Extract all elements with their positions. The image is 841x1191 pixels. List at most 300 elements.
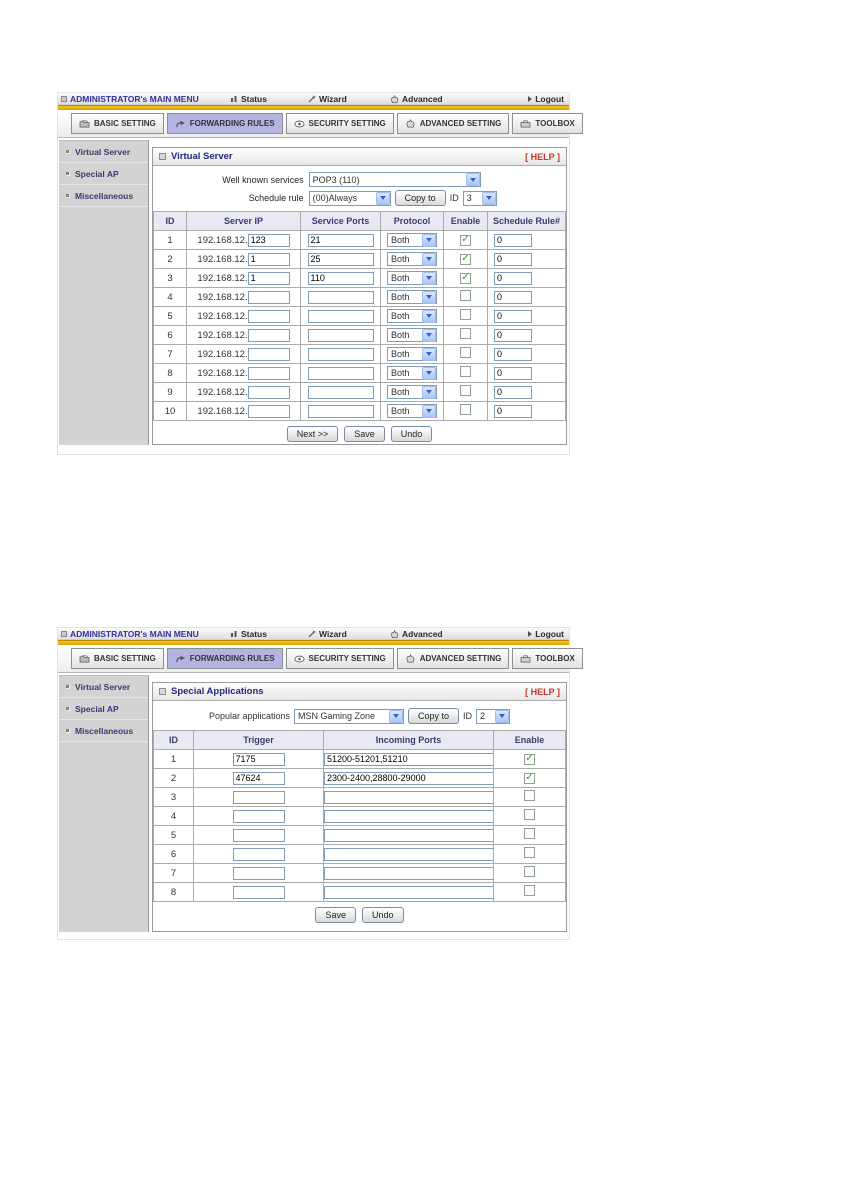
service-ports-cell <box>301 307 381 326</box>
advanced-icon <box>390 95 399 103</box>
special-ap-form <box>153 701 566 730</box>
panel-square-icon <box>159 688 166 695</box>
virtual-server-panel <box>152 147 567 445</box>
enable-cell <box>494 883 566 902</box>
server-ip-cell <box>187 326 301 345</box>
menu-item-label: Advanced <box>402 629 443 639</box>
enable-checkbox[interactable] <box>460 347 471 358</box>
incoming-ports-input[interactable] <box>324 772 494 785</box>
incoming-ports-input[interactable] <box>324 867 494 880</box>
tab-label: FORWARDING RULES <box>189 119 275 128</box>
incoming-ports-input[interactable] <box>324 886 494 899</box>
protocol-cell <box>381 288 444 307</box>
virtual-server-screenshot <box>57 92 575 455</box>
dropdown-arrow-icon <box>482 192 496 205</box>
row-id-cell: 4 <box>154 288 187 307</box>
advanced-icon <box>390 630 399 638</box>
server-ip-cell <box>187 383 301 402</box>
incoming-ports-input[interactable] <box>324 848 494 861</box>
advanced-setting-icon <box>405 654 416 663</box>
row-id-cell: 10 <box>154 402 187 421</box>
protocol-select[interactable] <box>387 252 437 266</box>
dropdown-arrow-icon <box>495 710 509 723</box>
main-menu-title-text: ADMINISTRATOR's MAIN MENU <box>70 94 199 104</box>
service-ports-cell <box>301 402 381 421</box>
protocol-cell <box>381 231 444 250</box>
enable-checkbox[interactable]: ✓ <box>525 772 534 784</box>
menu-item-advanced[interactable] <box>390 93 443 105</box>
trigger-input[interactable] <box>233 791 285 804</box>
protocol-value: Both <box>391 254 410 264</box>
dropdown-arrow-icon <box>422 386 436 399</box>
enable-checkbox[interactable] <box>460 328 471 339</box>
enable-checkbox[interactable] <box>524 828 535 839</box>
menu-item-wizard[interactable] <box>308 93 347 105</box>
well-known-services-label: Well known services <box>222 174 304 185</box>
undo-button[interactable]: Undo <box>362 907 404 923</box>
header-enable: Enable <box>494 731 566 750</box>
enable-checkbox[interactable]: ✓ <box>461 234 470 246</box>
basic-setting-icon <box>79 654 90 663</box>
header-id: ID <box>154 731 194 750</box>
schedule-rule-input[interactable] <box>494 348 532 361</box>
tab-basic-setting[interactable] <box>71 648 164 669</box>
table-row <box>154 269 566 288</box>
incoming-ports-input[interactable] <box>324 753 494 766</box>
tab-label: TOOLBOX <box>535 119 575 128</box>
server-ip-cell <box>187 402 301 421</box>
enable-cell <box>444 307 488 326</box>
id-label: ID <box>449 193 459 203</box>
sidebar-item-label: Special AP <box>75 168 119 179</box>
header-protocol: Protocol <box>381 212 444 231</box>
enable-checkbox[interactable] <box>460 404 471 415</box>
dropdown-arrow-icon <box>422 329 436 342</box>
tab-label: ADVANCED SETTING <box>419 119 502 128</box>
button-row <box>153 902 566 928</box>
service-ports-cell <box>301 231 381 250</box>
server-ip-input[interactable] <box>248 310 290 323</box>
enable-checkbox[interactable]: ✓ <box>461 253 470 265</box>
menu-item-status[interactable] <box>230 628 267 640</box>
server-ip-input[interactable] <box>248 405 290 418</box>
panel-title: Special Applications <box>171 686 264 697</box>
ip-prefix: 192.168.12. <box>197 405 248 417</box>
protocol-value: Both <box>391 330 410 340</box>
protocol-value: Both <box>391 349 410 359</box>
server-ip-input[interactable] <box>248 329 290 342</box>
service-ports-input[interactable] <box>308 253 374 266</box>
copy-id-select[interactable] <box>476 709 510 724</box>
enable-cell <box>494 769 566 788</box>
table-header-row <box>154 731 566 750</box>
security-setting-icon <box>294 120 305 128</box>
service-ports-input[interactable] <box>308 367 374 380</box>
forwarding-rules-icon <box>175 119 186 128</box>
enable-cell <box>444 383 488 402</box>
wizard-icon <box>308 95 316 103</box>
table-row <box>154 288 566 307</box>
enable-checkbox[interactable] <box>460 290 471 301</box>
trigger-cell <box>194 769 324 788</box>
enable-checkbox[interactable] <box>524 885 535 896</box>
enable-checkbox[interactable] <box>460 366 471 377</box>
sidebar-item[interactable] <box>59 698 148 720</box>
menu-square-icon <box>61 96 67 102</box>
tab-security-setting[interactable] <box>286 113 394 134</box>
service-ports-cell <box>301 345 381 364</box>
table-row <box>154 807 566 826</box>
table-row <box>154 864 566 883</box>
tab-bar <box>58 645 575 673</box>
trigger-cell <box>194 845 324 864</box>
incoming-ports-cell <box>324 864 494 883</box>
service-ports-input[interactable] <box>308 291 374 304</box>
tab-toolbox[interactable] <box>512 113 582 134</box>
row-id-cell: 7 <box>154 864 194 883</box>
service-ports-input[interactable] <box>308 405 374 418</box>
server-ip-cell <box>187 288 301 307</box>
tab-forwarding-rules[interactable] <box>167 648 283 669</box>
schedule-rule-cell <box>488 269 566 288</box>
sidebar-item-label: Miscellaneous <box>75 190 134 201</box>
incoming-ports-cell <box>324 826 494 845</box>
server-ip-input[interactable] <box>248 348 290 361</box>
tab-label: SECURITY SETTING <box>308 654 386 663</box>
service-ports-input[interactable] <box>308 348 374 361</box>
protocol-select[interactable] <box>387 404 437 418</box>
protocol-value: Both <box>391 406 410 416</box>
panel-title: Virtual Server <box>171 151 233 162</box>
header-service-ports: Service Ports <box>301 212 381 231</box>
enable-cell <box>494 807 566 826</box>
sidebar-item-label: Special AP <box>75 703 119 714</box>
schedule-rule-input[interactable] <box>494 405 532 418</box>
protocol-select[interactable] <box>387 233 437 247</box>
sidebar-item[interactable] <box>59 185 148 207</box>
trigger-cell <box>194 883 324 902</box>
ip-prefix: 192.168.12. <box>197 348 248 360</box>
ip-prefix: 192.168.12. <box>197 291 248 303</box>
dropdown-arrow-icon <box>466 173 480 186</box>
schedule-rule-cell <box>488 250 566 269</box>
header-id: ID <box>154 212 187 231</box>
schedule-rule-label: Schedule rule <box>248 193 304 203</box>
enable-checkbox[interactable] <box>524 809 535 820</box>
copy-to-button[interactable]: Copy to <box>408 708 459 724</box>
menu-item-logout[interactable] <box>528 93 564 105</box>
enable-checkbox[interactable] <box>460 385 471 396</box>
incoming-ports-cell <box>324 750 494 769</box>
trigger-input[interactable] <box>233 772 285 785</box>
copy-to-button[interactable]: Copy to <box>395 190 446 206</box>
row-id-cell: 9 <box>154 383 187 402</box>
protocol-cell <box>381 345 444 364</box>
trigger-input[interactable] <box>233 886 285 899</box>
schedule-rule-cell <box>488 402 566 421</box>
sidebar-item[interactable] <box>59 163 148 185</box>
protocol-value: Both <box>391 273 410 283</box>
popular-applications-select[interactable] <box>294 709 404 724</box>
schedule-rule-input[interactable] <box>494 291 532 304</box>
trigger-cell <box>194 788 324 807</box>
row-id-cell: 4 <box>154 807 194 826</box>
table-header-row <box>154 212 566 231</box>
tab-basic-setting[interactable] <box>71 113 164 134</box>
logout-label: Logout <box>535 94 564 104</box>
server-ip-cell <box>187 269 301 288</box>
dropdown-arrow-icon <box>422 291 436 304</box>
ip-prefix: 192.168.12. <box>197 234 248 246</box>
popular-applications-label: Popular applications <box>208 711 291 721</box>
enable-cell <box>444 250 488 269</box>
row-id-cell: 6 <box>154 326 187 345</box>
row-id-cell: 2 <box>154 250 187 269</box>
tab-label: ADVANCED SETTING <box>419 654 502 663</box>
enable-cell <box>494 750 566 769</box>
menu-item-wizard[interactable] <box>308 628 347 640</box>
bullet-icon <box>66 685 70 689</box>
schedule-rule-cell <box>488 307 566 326</box>
schedule-rule-input[interactable] <box>494 272 532 285</box>
trigger-input[interactable] <box>233 829 285 842</box>
help-link[interactable]: [ HELP ] <box>525 686 560 697</box>
protocol-cell <box>381 269 444 288</box>
schedule-rule-cell <box>488 231 566 250</box>
bullet-icon <box>66 150 70 154</box>
undo-button[interactable]: Undo <box>391 426 433 442</box>
protocol-cell <box>381 326 444 345</box>
bullet-icon <box>66 729 70 733</box>
enable-cell <box>494 845 566 864</box>
row-id-cell: 7 <box>154 345 187 364</box>
service-ports-input[interactable] <box>308 386 374 399</box>
next-button[interactable]: Next >> <box>287 426 339 442</box>
trigger-input[interactable] <box>233 848 285 861</box>
server-ip-input[interactable] <box>248 253 290 266</box>
enable-checkbox[interactable]: ✓ <box>525 753 534 765</box>
schedule-rule-input[interactable] <box>494 234 532 247</box>
header-schedule-rule: Schedule Rule# <box>488 212 566 231</box>
row-id-cell: 6 <box>154 845 194 864</box>
service-ports-cell <box>301 288 381 307</box>
special-applications-table <box>153 730 566 902</box>
sidebar-item-label: Virtual Server <box>75 681 131 692</box>
well-known-services-select[interactable] <box>309 172 481 187</box>
enable-checkbox[interactable] <box>524 866 535 877</box>
protocol-select[interactable] <box>387 328 437 342</box>
menu-item-status[interactable] <box>230 93 267 105</box>
tab-label: BASIC SETTING <box>94 654 156 663</box>
sidebar-item-label: Miscellaneous <box>75 725 134 736</box>
menu-item-logout[interactable] <box>528 628 564 640</box>
enable-checkbox[interactable] <box>460 309 471 320</box>
special-applications-panel <box>152 682 567 932</box>
tab-advanced-setting[interactable] <box>397 113 510 134</box>
menu-item-label: Wizard <box>319 94 347 104</box>
header-server-ip: Server IP <box>187 212 301 231</box>
ip-prefix: 192.168.12. <box>197 272 248 284</box>
trigger-input[interactable] <box>233 753 285 766</box>
tab-advanced-setting[interactable] <box>397 648 510 669</box>
protocol-value: Both <box>391 235 410 245</box>
enable-cell <box>444 364 488 383</box>
id-label: ID <box>463 711 473 721</box>
incoming-ports-input[interactable] <box>324 829 494 842</box>
menu-item-label: Advanced <box>402 94 443 104</box>
security-setting-icon <box>294 655 305 663</box>
enable-checkbox[interactable] <box>524 790 535 801</box>
main-menu-title <box>61 93 199 105</box>
protocol-cell <box>381 402 444 421</box>
menu-item-label: Status <box>241 629 267 639</box>
row-id-cell: 2 <box>154 769 194 788</box>
copy-id-select[interactable] <box>463 191 497 206</box>
main-menu-title-text: ADMINISTRATOR's MAIN MENU <box>70 629 199 639</box>
incoming-ports-input[interactable] <box>324 791 494 804</box>
schedule-rule-input[interactable] <box>494 367 532 380</box>
server-ip-input[interactable] <box>248 272 290 285</box>
service-ports-cell <box>301 326 381 345</box>
protocol-select[interactable] <box>387 347 437 361</box>
enable-cell <box>444 345 488 364</box>
protocol-select[interactable] <box>387 271 437 285</box>
service-ports-input[interactable] <box>308 272 374 285</box>
main-menu-title <box>61 628 199 640</box>
schedule-rule-select[interactable] <box>309 191 391 206</box>
table-row <box>154 345 566 364</box>
copy-id-value: 2 <box>480 711 486 721</box>
table-row <box>154 364 566 383</box>
service-ports-input[interactable] <box>308 310 374 323</box>
server-ip-cell <box>187 307 301 326</box>
logout-arrow-icon <box>528 631 532 637</box>
tab-label: BASIC SETTING <box>94 119 156 128</box>
protocol-value: Both <box>391 311 410 321</box>
incoming-ports-cell <box>324 807 494 826</box>
basic-setting-icon <box>79 119 90 128</box>
enable-checkbox[interactable]: ✓ <box>461 272 470 284</box>
table-row <box>154 883 566 902</box>
table-row <box>154 231 566 250</box>
save-button[interactable]: Save <box>344 426 385 442</box>
sidebar <box>59 675 149 932</box>
service-ports-input[interactable] <box>308 234 374 247</box>
protocol-select[interactable] <box>387 290 437 304</box>
ip-prefix: 192.168.12. <box>197 329 248 341</box>
status-icon <box>230 630 238 638</box>
row-id-cell: 3 <box>154 788 194 807</box>
server-ip-input[interactable] <box>248 386 290 399</box>
menu-square-icon <box>61 631 67 637</box>
sidebar <box>59 140 149 445</box>
schedule-rule-cell <box>488 364 566 383</box>
server-ip-input[interactable] <box>248 234 290 247</box>
header-trigger: Trigger <box>194 731 324 750</box>
service-ports-input[interactable] <box>308 329 374 342</box>
toolbox-icon <box>520 654 531 663</box>
tab-label: FORWARDING RULES <box>189 654 275 663</box>
service-ports-cell <box>301 250 381 269</box>
incoming-ports-cell <box>324 845 494 864</box>
row-id-cell: 3 <box>154 269 187 288</box>
schedule-rule-input[interactable] <box>494 253 532 266</box>
sidebar-item[interactable] <box>59 141 148 163</box>
trigger-input[interactable] <box>233 810 285 823</box>
ip-prefix: 192.168.12. <box>197 310 248 322</box>
bullet-icon <box>66 194 70 198</box>
trigger-input[interactable] <box>233 867 285 880</box>
incoming-ports-cell <box>324 883 494 902</box>
schedule-rule-input[interactable] <box>494 310 532 323</box>
sidebar-item[interactable] <box>59 676 148 698</box>
menu-item-advanced[interactable] <box>390 628 443 640</box>
protocol-select[interactable] <box>387 366 437 380</box>
ip-prefix: 192.168.12. <box>197 367 248 379</box>
panel-title-bar <box>153 683 566 701</box>
server-ip-input[interactable] <box>248 367 290 380</box>
menu-item-label: Wizard <box>319 629 347 639</box>
top-menu-bar <box>58 628 569 640</box>
table-row <box>154 769 566 788</box>
tab-label: SECURITY SETTING <box>308 119 386 128</box>
enable-cell <box>444 402 488 421</box>
row-id-cell: 1 <box>154 750 194 769</box>
logout-label: Logout <box>535 629 564 639</box>
protocol-value: Both <box>391 387 410 397</box>
help-link[interactable]: [ HELP ] <box>525 151 560 162</box>
ip-prefix: 192.168.12. <box>197 253 248 265</box>
tab-security-setting[interactable] <box>286 648 394 669</box>
row-id-cell: 8 <box>154 364 187 383</box>
service-ports-cell <box>301 364 381 383</box>
status-icon <box>230 95 238 103</box>
incoming-ports-input[interactable] <box>324 810 494 823</box>
table-row <box>154 326 566 345</box>
protocol-cell <box>381 383 444 402</box>
tab-bar <box>58 110 575 138</box>
schedule-rule-input[interactable] <box>494 329 532 342</box>
server-ip-cell <box>187 364 301 383</box>
forwarding-rules-icon <box>175 654 186 663</box>
enable-cell <box>444 231 488 250</box>
enable-checkbox[interactable] <box>524 847 535 858</box>
schedule-rule-input[interactable] <box>494 386 532 399</box>
top-menu-bar <box>58 93 569 105</box>
bullet-icon <box>66 707 70 711</box>
dropdown-arrow-icon <box>389 710 403 723</box>
protocol-select[interactable] <box>387 309 437 323</box>
virtual-server-form <box>153 166 566 211</box>
header-incoming-ports: Incoming Ports <box>324 731 494 750</box>
protocol-select[interactable] <box>387 385 437 399</box>
tab-toolbox[interactable] <box>512 648 582 669</box>
popular-applications-value: MSN Gaming Zone <box>298 711 376 721</box>
server-ip-input[interactable] <box>248 291 290 304</box>
tab-forwarding-rules[interactable] <box>167 113 283 134</box>
incoming-ports-cell <box>324 769 494 788</box>
dropdown-arrow-icon <box>422 348 436 361</box>
schedule-rule-cell <box>488 345 566 364</box>
dropdown-arrow-icon <box>376 192 390 205</box>
table-row <box>154 402 566 421</box>
enable-cell <box>494 864 566 883</box>
dropdown-arrow-icon <box>422 272 436 285</box>
schedule-rule-cell <box>488 383 566 402</box>
sidebar-item[interactable] <box>59 720 148 742</box>
save-button[interactable]: Save <box>315 907 356 923</box>
service-ports-cell <box>301 383 381 402</box>
